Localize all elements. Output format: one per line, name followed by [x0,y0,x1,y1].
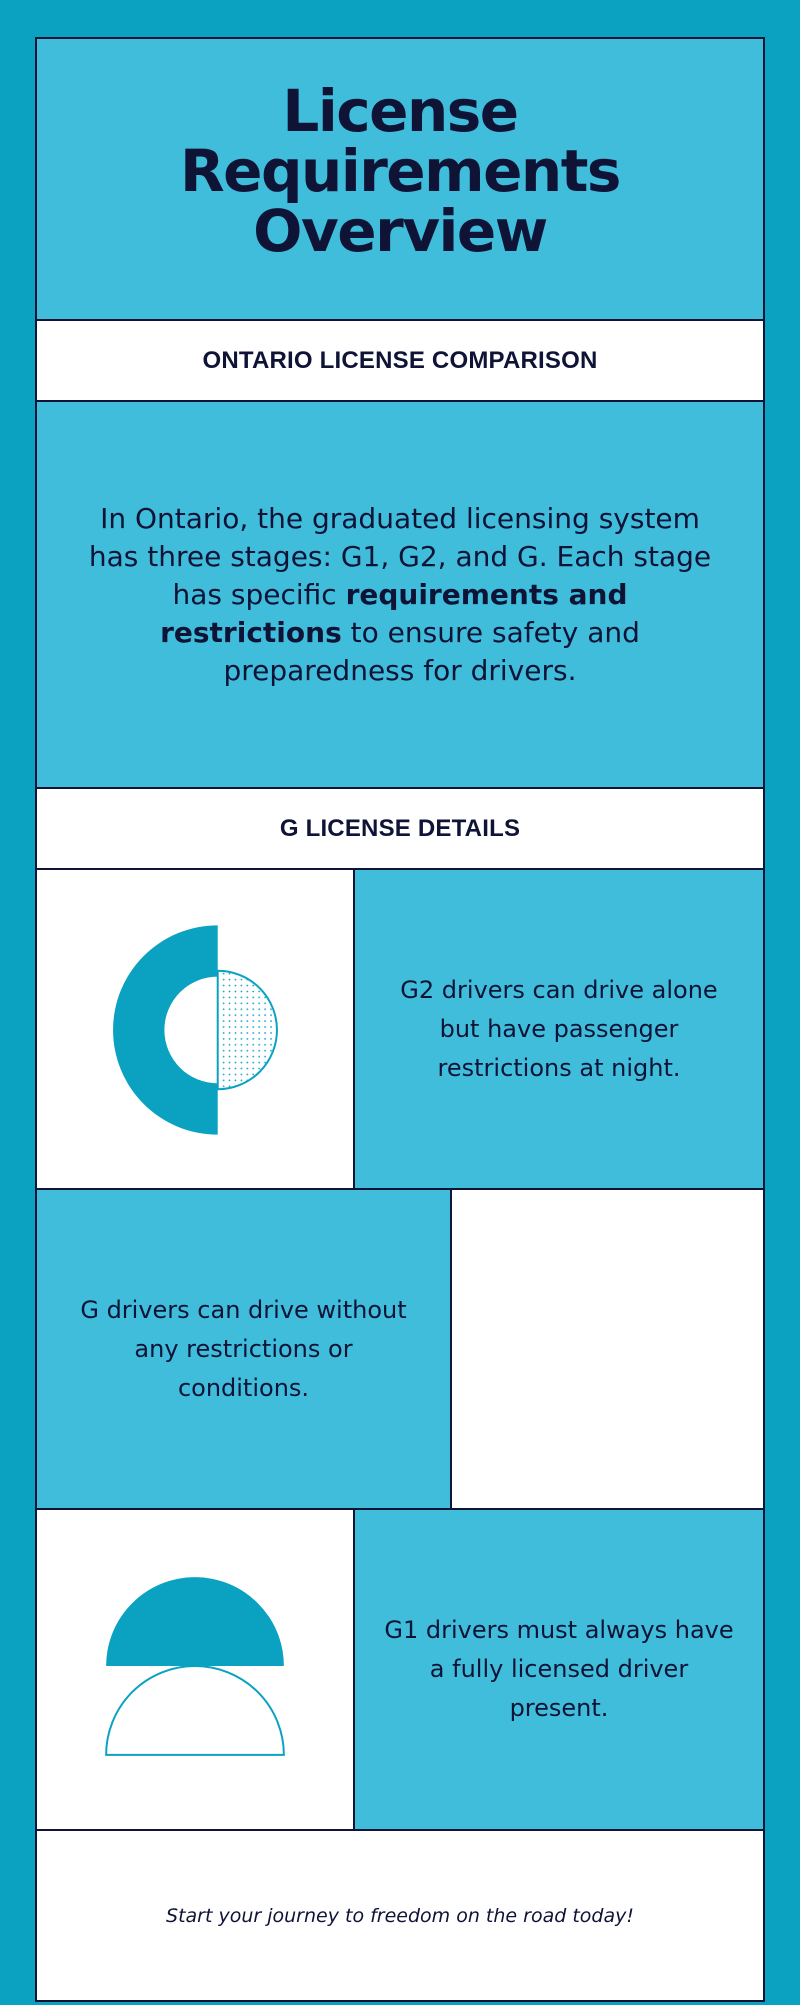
intro-text-bold: requirements and restrictions [160,577,628,649]
comparison-heading: ONTARIO LICENSE COMPARISON [202,346,598,374]
split-circle-icon [37,868,353,1190]
footer-panel [35,1829,765,2002]
title-panel [35,37,765,321]
intro-text-end: to ensure safety and preparedness for drivers. [223,615,640,687]
page-title: License Requirements Overview [180,77,620,265]
comparison-heading-panel [35,319,765,402]
intro-text [80,500,720,690]
half-circle-illustration-panel [35,868,355,1190]
infographic-frame [35,37,765,2005]
g2-text: G2 drivers can drive alone but have passenger restrictions at night. [400,975,718,1082]
semicircles-illustration-panel [35,1508,355,1831]
intro-panel [35,400,765,789]
semicircles-icon [37,1508,353,1831]
g-card [35,1188,452,1510]
g1-text: G1 drivers must always have a fully licensed driver present. [384,1616,734,1722]
g-text: G drivers can drive without any restrictions or conditions. [80,1295,407,1402]
footer-tagline: Start your journey to freedom on the road today! [166,1904,634,1927]
intro-text-start: In Ontario, the graduated licensing system has three stages: G1, G2, and G. Each stage has specific [88,501,712,611]
details-heading: G LICENSE DETAILS [279,814,521,842]
empty-panel [450,1188,765,1510]
g2-card [353,868,765,1190]
details-heading-panel [35,787,765,870]
g1-card [353,1508,765,1831]
